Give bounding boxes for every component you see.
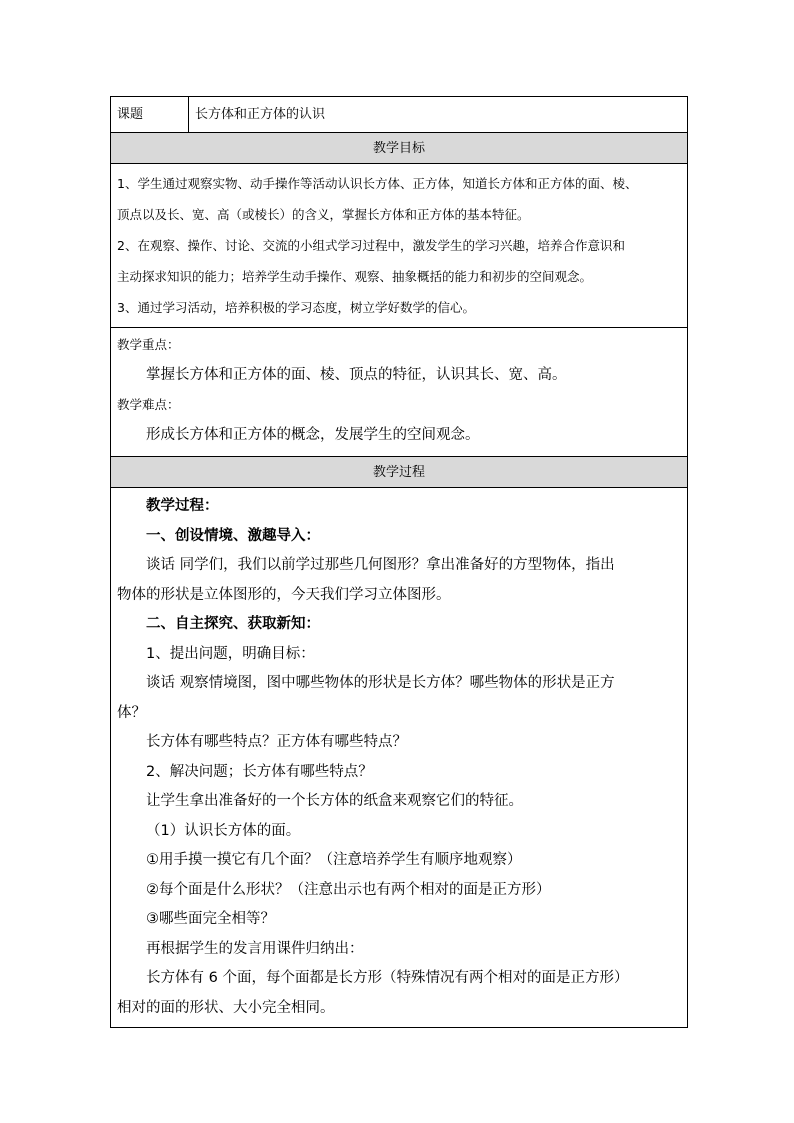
process-line: 再根据学生的发言用课件归纳出：	[146, 940, 364, 957]
title-row	[111, 97, 687, 132]
process-line: 让学生拿出准备好的一个长方体的纸盒来观察它们的特征。	[146, 793, 523, 809]
goal-line: 1、学生通过观察实物、动手操作等活动认识长方体、正方体，知道长方体和正方体的面、棱、	[117, 176, 638, 191]
key-points-label: 教学重点：	[117, 337, 180, 352]
goal-line: 3、通过学习活动，培养积极的学习态度，树立学好数学的信心。	[117, 300, 475, 315]
lesson-plan-table	[110, 96, 688, 1028]
process-line: 体？	[117, 704, 146, 721]
process-line: ②每个面是什么形状？（注意出示也有两个相对的面是正方形）	[146, 881, 551, 898]
process-line: 谈话 同学们，我们以前学过那些几何图形？拿出准备好的方型物体，指出	[146, 557, 615, 573]
process-line: 1、提出问题，明确目标：	[146, 645, 315, 662]
goal-line: 2、在观察、操作、讨论、交流的小组式学习过程中，激发学生的学习兴趣，培养合作意识和	[117, 238, 625, 253]
difficulties-label: 教学难点：	[117, 397, 180, 412]
key-points-text: 掌握长方体和正方体的面、棱、顶点的特征，认识其长、宽、高。	[146, 367, 567, 383]
process-line: （1）认识长方体的面。	[146, 822, 301, 839]
process-section	[111, 487, 687, 1027]
process-line: 2、解决问题；长方体有哪些特点？	[146, 763, 373, 780]
process-line: 教学过程：	[146, 498, 219, 514]
process-heading: 教学过程	[111, 456, 687, 487]
topic-label: 课题	[111, 97, 189, 132]
process-line: 物体的形状是立体图形的，今天我们学习立体图形。	[117, 586, 451, 603]
process-line: ①用手摸一摸它有几个面？（注意培养学生有顺序地观察）	[146, 852, 522, 868]
process-line: ③哪些面完全相等？	[146, 911, 275, 927]
process-line: 长方体有哪些特点？正方体有哪些特点？	[146, 734, 407, 750]
process-line: 相对的面的形状、大小完全相同。	[117, 999, 335, 1016]
goals-heading: 教学目标	[111, 132, 687, 163]
keypoints-section	[111, 327, 687, 456]
goal-line: 主动探求知识的能力；培养学生动手操作、观察、抽象概括的能力和初步的空间观念。	[117, 269, 593, 284]
process-line: 二、自主探究、获取新知：	[146, 616, 320, 632]
topic-title: 长方体和正方体的认识	[195, 107, 326, 122]
process-line: 一、创设情境、激趣导入：	[146, 527, 320, 544]
process-line: 长方体有 6 个面，每个面都是长方形（特殊情况有两个相对的面是正方形）	[146, 970, 629, 986]
goals-section	[111, 163, 687, 327]
difficulties-text: 形成长方体和正方体的概念，发展学生的空间观念。	[146, 427, 480, 443]
goal-line: 顶点以及长、宽、高（或棱长）的含义，掌握长方体和正方体的基本特征。	[117, 207, 530, 222]
process-line: 谈话 观察情境图，图中哪些物体的形状是长方体？哪些物体的形状是正方	[146, 675, 615, 691]
